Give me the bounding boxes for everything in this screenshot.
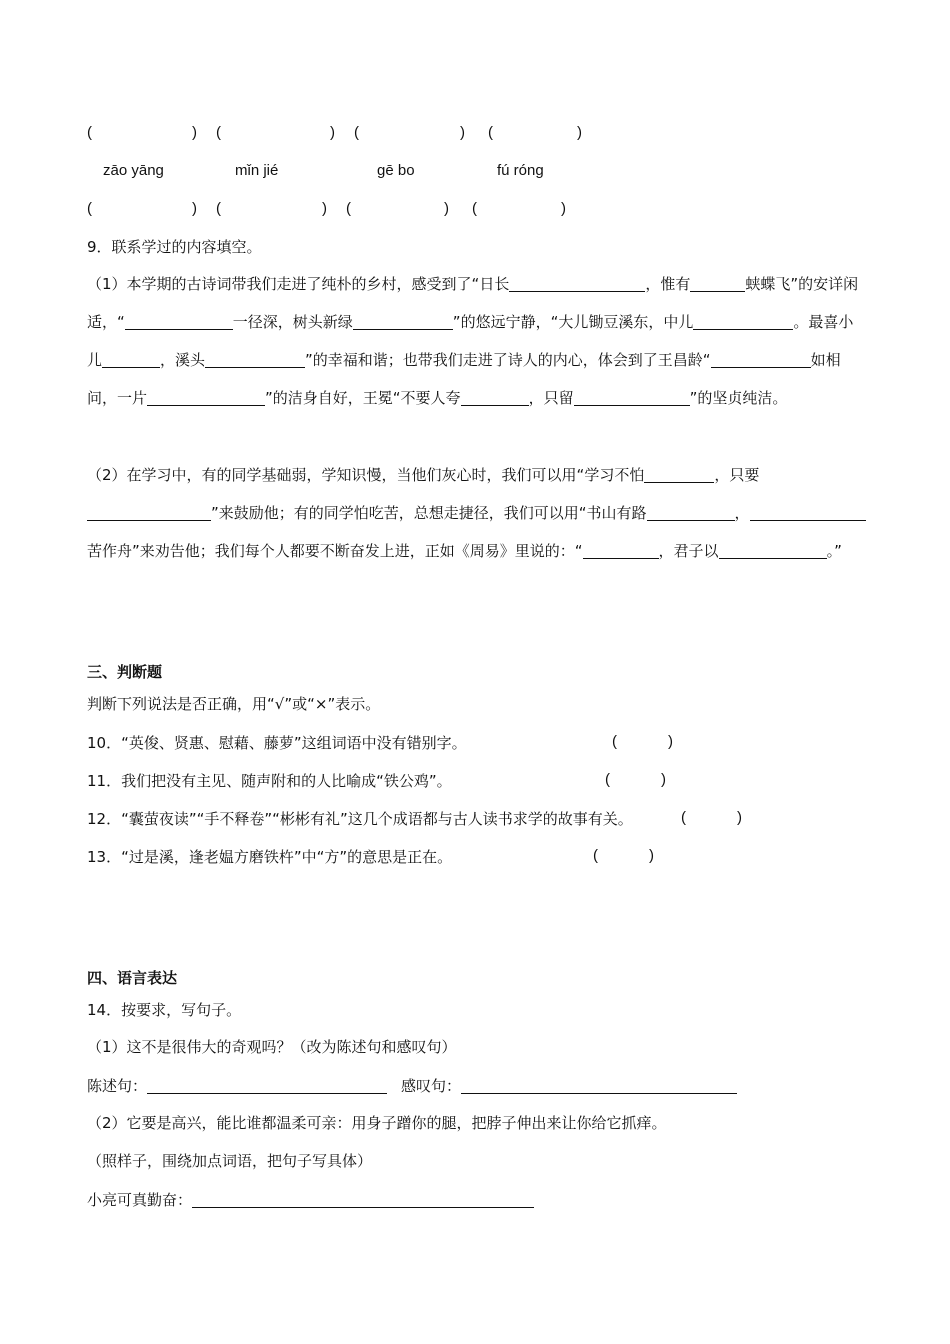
paren-open: ( bbox=[593, 847, 598, 864]
blank[interactable] bbox=[461, 387, 529, 406]
pinyin-2: mǐn jié bbox=[235, 162, 279, 179]
blank[interactable] bbox=[125, 311, 233, 330]
blank[interactable] bbox=[647, 502, 735, 521]
q9-p2-text: ，君子以 bbox=[658, 542, 719, 560]
q14-sub2: （2）它要是高兴，能比谁都温柔可亲：用身子蹭你的腿，把脖子伸出来让你给它抓痒。 bbox=[87, 1114, 667, 1132]
q9-p1-text: ，惟有 bbox=[645, 275, 691, 293]
q14-sub2-note: （照样子，围绕加点词语，把句子写具体） bbox=[87, 1152, 373, 1170]
section3-instruction: 判断下列说法是否正确，用“√”或“×”表示。 bbox=[87, 695, 381, 713]
q9-p2-text: （2）在学习中，有的同学基础弱，学知识慢，当他们灰心时，我们可以用“学习不怕 bbox=[87, 466, 645, 484]
judge-item-11: 11．我们把没有主见、随声附和的人比喻成“铁公鸡”。 bbox=[87, 772, 452, 790]
exclaim-answer-line[interactable] bbox=[461, 1075, 737, 1094]
q14-title: 14．按要求，写句子。 bbox=[87, 1001, 242, 1019]
pinyin-1: zāo yāng bbox=[103, 162, 164, 179]
q9-p1-text: 一径深，树头新绿 bbox=[232, 313, 353, 331]
paren-close: ) bbox=[192, 200, 197, 217]
example-label: 小亮可真勤奋： bbox=[87, 1191, 193, 1209]
blank[interactable] bbox=[102, 349, 160, 368]
q9-title: 9．联系学过的内容填空。 bbox=[87, 238, 262, 256]
pinyin-4: fú róng bbox=[497, 162, 544, 179]
paren-close: ) bbox=[444, 200, 449, 217]
paren-open: ( bbox=[354, 124, 359, 141]
blank[interactable] bbox=[711, 349, 811, 368]
example-answer-row bbox=[87, 1189, 534, 1210]
paren-close: ) bbox=[561, 200, 566, 217]
judge-item-12: 12．“囊萤夜读”“手不释卷”“彬彬有礼”这几个成语都与古人读书求学的故事有关。 bbox=[87, 810, 633, 828]
blank[interactable] bbox=[353, 311, 453, 330]
paren-close: ) bbox=[460, 124, 465, 141]
pinyin-3: gē bo bbox=[377, 162, 415, 179]
q9-part1 bbox=[87, 265, 867, 417]
q9-p1-text: 蛱蝶飞”的安详闲适，“ bbox=[87, 275, 859, 331]
q9-p1-text: 如相问，一片 bbox=[87, 351, 841, 407]
blank[interactable] bbox=[87, 502, 211, 521]
judge-item-13: 13．“过是溪，逢老媪方磨铁杵”中“方”的意思是正在。 bbox=[87, 848, 453, 866]
paren-open: ( bbox=[216, 200, 221, 217]
paren-close: ) bbox=[668, 733, 673, 750]
blank[interactable] bbox=[509, 273, 645, 292]
answer-line-row bbox=[87, 1075, 737, 1096]
blank[interactable] bbox=[205, 349, 305, 368]
q9-p1-text: ，只留 bbox=[528, 389, 574, 407]
paren-close: ) bbox=[192, 124, 197, 141]
blank[interactable] bbox=[583, 540, 659, 559]
q9-p1-text: （1）本学期的古诗词带我们走进了纯朴的乡村，感受到了“日长 bbox=[87, 275, 510, 293]
statement-answer-line[interactable] bbox=[147, 1075, 387, 1094]
paren-close: ) bbox=[661, 771, 666, 788]
blank[interactable] bbox=[693, 311, 793, 330]
statement-label: 陈述句： bbox=[87, 1077, 148, 1095]
paren-open: ( bbox=[612, 733, 617, 750]
paren-open: ( bbox=[87, 200, 92, 217]
exclaim-label: 感叹句： bbox=[401, 1077, 462, 1095]
q14-sub1: （1）这不是很伟大的奇观吗？（改为陈述句和感叹句） bbox=[87, 1038, 457, 1056]
blank[interactable] bbox=[147, 387, 265, 406]
q9-p1-text: 。最喜小儿 bbox=[87, 313, 854, 369]
paren-close: ) bbox=[330, 124, 335, 141]
paren-close: ) bbox=[322, 200, 327, 217]
paren-open: ( bbox=[681, 809, 686, 826]
q9-part2 bbox=[87, 456, 867, 570]
blank[interactable] bbox=[750, 502, 866, 521]
q9-p2-text: ”来鼓励他；有的同学怕吃苦，总想走捷径，我们可以用“书山有路 bbox=[211, 504, 647, 522]
blank[interactable] bbox=[719, 540, 827, 559]
paren-open: ( bbox=[488, 124, 493, 141]
blank[interactable] bbox=[690, 273, 745, 292]
judge-item-10: 10．“英俊、贤惠、慰藉、藤萝”这组词语中没有错别字。 bbox=[87, 734, 467, 752]
paren-open: ( bbox=[216, 124, 221, 141]
q9-p1-text: ”的洁身自好，王冕“不要人夸 bbox=[265, 389, 461, 407]
blank[interactable] bbox=[644, 464, 714, 483]
paren-close: ) bbox=[577, 124, 582, 141]
q9-p1-text: ”的坚贞纯洁。 bbox=[689, 389, 788, 407]
paren-open: ( bbox=[87, 124, 92, 141]
example-answer-line[interactable] bbox=[192, 1189, 534, 1208]
q9-p2-text: ，只要 bbox=[714, 466, 760, 484]
paren-open: ( bbox=[605, 771, 610, 788]
q9-p2-text: 。” bbox=[826, 542, 842, 560]
section3-heading: 三、判断题 bbox=[87, 663, 163, 681]
q9-p1-text: ，溪头 bbox=[160, 351, 206, 369]
q9-p2-text: 苦作舟”来劝告他；我们每个人都要不断奋发上进，正如《周易》里说的：“ bbox=[87, 542, 583, 560]
q9-p2-text: ， bbox=[734, 504, 750, 522]
paren-open: ( bbox=[472, 200, 477, 217]
blank[interactable] bbox=[574, 387, 690, 406]
paren-open: ( bbox=[346, 200, 351, 217]
section4-heading: 四、语言表达 bbox=[87, 969, 178, 987]
q9-p1-text: ”的幸福和谐；也带我们走进了诗人的内心，体会到了王昌龄“ bbox=[305, 351, 711, 369]
paren-close: ) bbox=[737, 809, 742, 826]
q9-p1-text: ”的悠远宁静，“大儿锄豆溪东，中儿 bbox=[452, 313, 694, 331]
paren-close: ) bbox=[649, 847, 654, 864]
